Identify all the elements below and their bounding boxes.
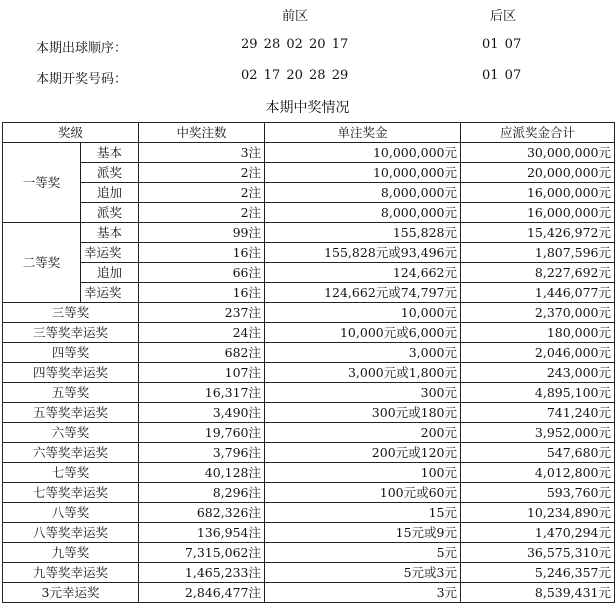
unit-prize: 3元 [265, 583, 461, 603]
first-prize-label: 一等奖 [3, 143, 81, 223]
winning-front-numbers: 02 17 20 28 29 [241, 68, 349, 83]
unit-prize: 5元 [265, 543, 461, 563]
column-header-count: 中奖注数 [139, 123, 265, 143]
total-prize: 16,000,000元 [461, 203, 615, 223]
prize-level: 五等奖 [3, 383, 139, 403]
total-prize: 5,246,357元 [461, 563, 615, 583]
table-row [3, 423, 615, 443]
unit-prize: 300元 [265, 383, 461, 403]
win-count: 682,326注 [139, 503, 265, 523]
prize-level: 八等奖幸运奖 [3, 523, 139, 543]
table-row [3, 203, 615, 223]
win-count: 3,796注 [139, 443, 265, 463]
total-prize: 2,046,000元 [461, 343, 615, 363]
prize-level: 四等奖 [3, 343, 139, 363]
unit-prize: 300元或180元 [265, 403, 461, 423]
total-prize: 3,952,000元 [461, 423, 615, 443]
win-count: 40,128注 [139, 463, 265, 483]
unit-prize: 15元或9元 [265, 523, 461, 543]
table-row [3, 283, 615, 303]
table-row [3, 503, 615, 523]
table-row [3, 543, 615, 563]
win-count: 136,954注 [139, 523, 265, 543]
sub-level: 基本 [81, 143, 139, 163]
win-count: 107注 [139, 363, 265, 383]
win-count: 24注 [139, 323, 265, 343]
unit-prize: 10,000,000元 [265, 163, 461, 183]
column-header-level: 奖级 [3, 123, 139, 143]
total-prize: 15,426,972元 [461, 223, 615, 243]
unit-prize: 10,000元或6,000元 [265, 323, 461, 343]
prize-level: 九等奖幸运奖 [3, 563, 139, 583]
table-row [3, 523, 615, 543]
sub-level: 幸运奖 [81, 283, 139, 303]
total-prize: 2,370,000元 [461, 303, 615, 323]
unit-prize: 15元 [265, 503, 461, 523]
table-header-row [3, 123, 615, 143]
unit-prize: 124,662元或74,797元 [265, 283, 461, 303]
total-prize: 8,227,692元 [461, 263, 615, 283]
table-row [3, 143, 615, 163]
win-count: 2,846,477注 [139, 583, 265, 603]
table-row [3, 563, 615, 583]
column-header-unit-prize: 单注奖金 [265, 123, 461, 143]
total-prize: 4,012,800元 [461, 463, 615, 483]
winning-numbers-label: 本期开奖号码： [36, 72, 128, 87]
win-count: 1,465,233注 [139, 563, 265, 583]
draw-order-label: 本期出球顺序： [36, 41, 128, 56]
prize-level: 3元幸运奖 [3, 583, 139, 603]
win-count: 7,315,062注 [139, 543, 265, 563]
total-prize: 36,575,310元 [461, 543, 615, 563]
prize-level: 七等奖幸运奖 [3, 483, 139, 503]
draw-order-front-numbers: 29 28 02 20 17 [241, 37, 349, 52]
win-count: 237注 [139, 303, 265, 323]
prize-level: 七等奖 [3, 463, 139, 483]
table-row [3, 323, 615, 343]
unit-prize: 200元或120元 [265, 443, 461, 463]
second-prize-label: 二等奖 [3, 223, 81, 303]
total-prize: 180,000元 [461, 323, 615, 343]
unit-prize: 200元 [265, 423, 461, 443]
win-count: 16,317注 [139, 383, 265, 403]
sub-level: 追加 [81, 183, 139, 203]
table-row [3, 243, 615, 263]
win-count: 3,490注 [139, 403, 265, 423]
win-count: 8,296注 [139, 483, 265, 503]
total-prize: 547,680元 [461, 443, 615, 463]
sub-level: 派奖 [81, 203, 139, 223]
unit-prize: 3,000元或1,800元 [265, 363, 461, 383]
prize-level: 八等奖 [3, 503, 139, 523]
unit-prize: 8,000,000元 [265, 203, 461, 223]
win-count: 19,760注 [139, 423, 265, 443]
table-row [3, 403, 615, 423]
win-count: 2注 [139, 183, 265, 203]
table-row [3, 383, 615, 403]
sub-level: 派奖 [81, 163, 139, 183]
total-prize: 1,807,596元 [461, 243, 615, 263]
table-title: 本期中奖情况 [265, 100, 350, 116]
column-header-total: 应派奖金合计 [461, 123, 615, 143]
win-count: 16注 [139, 243, 265, 263]
unit-prize: 5元或3元 [265, 563, 461, 583]
prize-level: 六等奖幸运奖 [3, 443, 139, 463]
win-count: 16注 [139, 283, 265, 303]
sub-level: 追加 [81, 263, 139, 283]
table-row [3, 443, 615, 463]
table-row [3, 223, 615, 243]
winning-back-numbers: 01 07 [482, 68, 522, 83]
prize-level: 三等奖幸运奖 [3, 323, 139, 343]
prize-level: 五等奖幸运奖 [3, 403, 139, 423]
total-prize: 20,000,000元 [461, 163, 615, 183]
total-prize: 1,446,077元 [461, 283, 615, 303]
front-zone-label: 前区 [282, 9, 309, 24]
win-count: 66注 [139, 263, 265, 283]
table-row [3, 343, 615, 363]
table-row [3, 303, 615, 323]
prize-level: 九等奖 [3, 543, 139, 563]
table-row [3, 483, 615, 503]
table-row [3, 183, 615, 203]
win-count: 2注 [139, 203, 265, 223]
total-prize: 10,234,890元 [461, 503, 615, 523]
total-prize: 30,000,000元 [461, 143, 615, 163]
total-prize: 8,539,431元 [461, 583, 615, 603]
table-row [3, 263, 615, 283]
table-row [3, 463, 615, 483]
unit-prize: 155,828元 [265, 223, 461, 243]
unit-prize: 100元 [265, 463, 461, 483]
total-prize: 593,760元 [461, 483, 615, 503]
unit-prize: 10,000元 [265, 303, 461, 323]
unit-prize: 8,000,000元 [265, 183, 461, 203]
total-prize: 1,470,294元 [461, 523, 615, 543]
table-row [3, 583, 615, 603]
table-row [3, 163, 615, 183]
prize-table [2, 122, 615, 603]
win-count: 3注 [139, 143, 265, 163]
back-zone-label: 后区 [490, 9, 517, 24]
unit-prize: 3,000元 [265, 343, 461, 363]
total-prize: 4,895,100元 [461, 383, 615, 403]
table-row [3, 363, 615, 383]
total-prize: 243,000元 [461, 363, 615, 383]
unit-prize: 124,662元 [265, 263, 461, 283]
total-prize: 16,000,000元 [461, 183, 615, 203]
unit-prize: 10,000,000元 [265, 143, 461, 163]
sub-level: 幸运奖 [81, 243, 139, 263]
unit-prize: 100元或60元 [265, 483, 461, 503]
sub-level: 基本 [81, 223, 139, 243]
prize-level: 三等奖 [3, 303, 139, 323]
unit-prize: 155,828元或93,496元 [265, 243, 461, 263]
prize-level: 六等奖 [3, 423, 139, 443]
win-count: 682注 [139, 343, 265, 363]
win-count: 2注 [139, 163, 265, 183]
total-prize: 741,240元 [461, 403, 615, 423]
draw-order-back-numbers: 01 07 [482, 37, 522, 52]
win-count: 99注 [139, 223, 265, 243]
prize-level: 四等奖幸运奖 [3, 363, 139, 383]
